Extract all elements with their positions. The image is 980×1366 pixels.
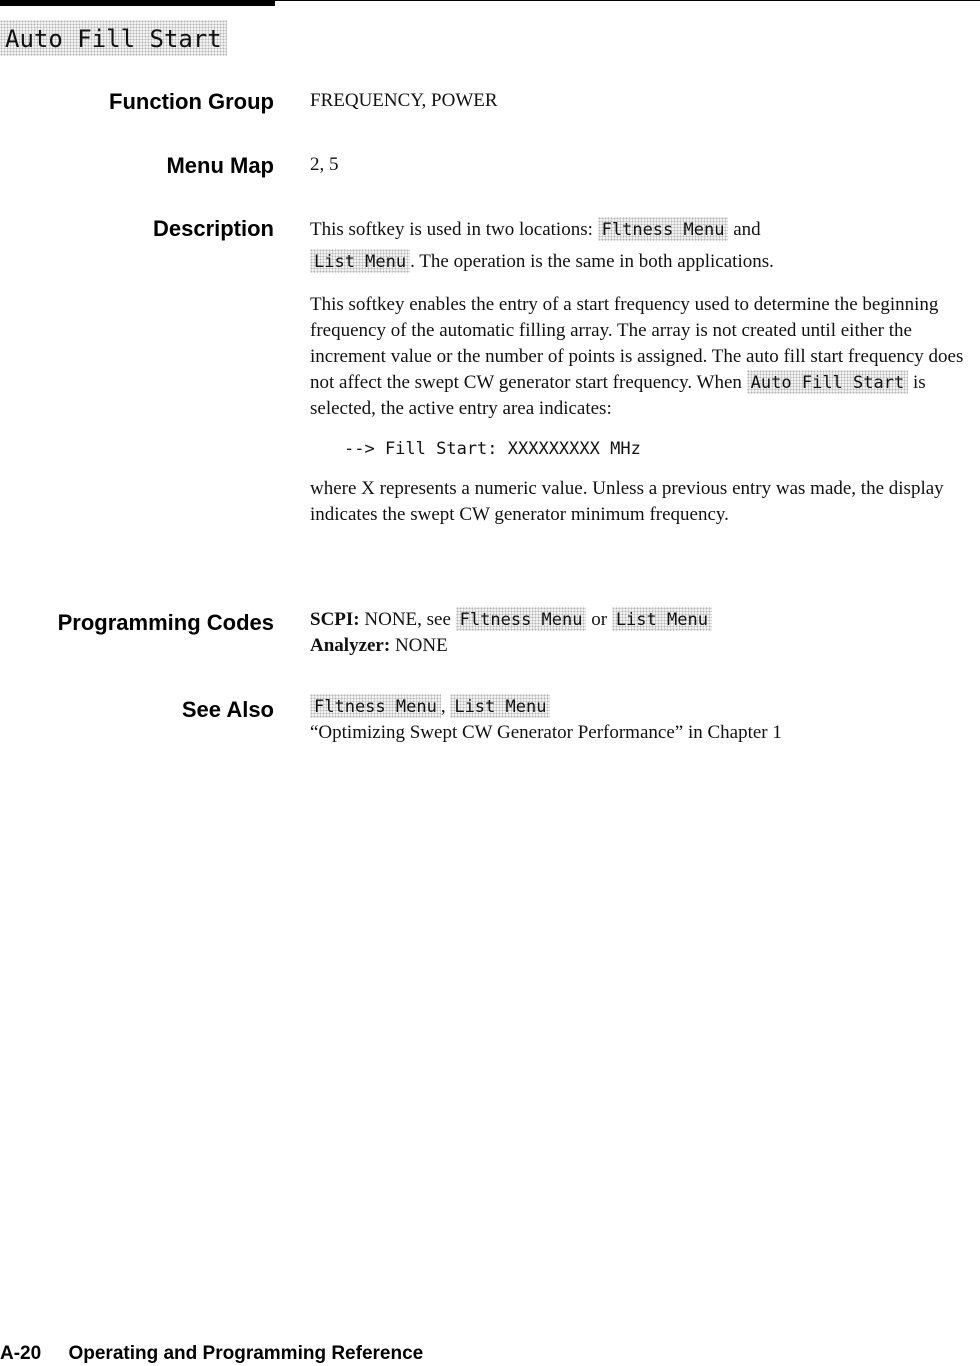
list-menu-softkey[interactable]: List Menu xyxy=(612,607,712,631)
header-rule-thick xyxy=(0,0,275,6)
auto-fill-start-softkey[interactable]: Auto Fill Start xyxy=(747,370,909,394)
description-text: is selected, the active entry area indicates: xyxy=(310,372,926,419)
fltness-menu-softkey[interactable]: Fltness Menu xyxy=(456,607,587,631)
see-also-label: See Also xyxy=(181,697,274,722)
description-paragraph-1 xyxy=(310,214,975,278)
description-paragraph-3: where X represents a numeric value. Unless a previous entry was made, the display indicates the swept CW generator minimum frequency. xyxy=(310,478,944,525)
function-group-value: FREQUENCY, POWER xyxy=(310,90,498,111)
analyzer-line xyxy=(310,633,975,659)
description-label: Description xyxy=(152,216,274,241)
function-group-label: Function Group xyxy=(109,89,274,114)
description-text: and xyxy=(733,219,761,240)
header-rule-thin xyxy=(275,0,980,1)
menu-map-value: 2, 5 xyxy=(310,154,339,175)
fltness-menu-softkey[interactable]: Fltness Menu xyxy=(598,217,729,241)
programming-codes-label: Programming Codes xyxy=(57,610,274,635)
description-body xyxy=(310,214,975,542)
see-also-softkeys xyxy=(310,694,975,720)
page-title-softkey: Auto Fill Start xyxy=(0,20,227,56)
scpi-label: SCPI: xyxy=(310,609,360,630)
list-menu-softkey[interactable]: List Menu xyxy=(310,249,410,273)
see-also-reference: “Optimizing Swept CW Generator Performance” in Chapter 1 xyxy=(310,722,782,743)
analyzer-text: NONE xyxy=(394,635,448,656)
analyzer-label: Analyzer: xyxy=(310,635,391,656)
see-also-separator: , xyxy=(440,696,446,717)
programming-codes-body xyxy=(310,607,975,659)
page-footer xyxy=(0,1343,423,1365)
scpi-line xyxy=(310,607,975,633)
menu-map-label: Menu Map xyxy=(166,153,274,178)
section-title: Operating and Programming Reference xyxy=(68,1343,424,1364)
description-text: This softkey is used in two locations: xyxy=(310,219,593,240)
description-text: . The operation is the same in both applications. xyxy=(410,251,774,272)
list-menu-softkey[interactable]: List Menu xyxy=(450,694,550,718)
description-paragraph-2 xyxy=(310,292,975,422)
active-entry-display-line: --> Fill Start: XXXXXXXXX MHz xyxy=(344,439,641,459)
description-text: This softkey enables the entry of a start frequency used to determine the beginning frequency of the automatic filling array. The array is not created until either the increment value or the number of points is assigned. The auto fill start frequency does not affect the swept CW generator start frequency. When xyxy=(310,294,964,393)
fltness-menu-softkey[interactable]: Fltness Menu xyxy=(310,694,441,718)
see-also-body xyxy=(310,694,975,746)
page-number: A-20 xyxy=(0,1343,42,1364)
scpi-text: NONE, see xyxy=(364,609,451,630)
scpi-or-text: or xyxy=(591,609,608,630)
